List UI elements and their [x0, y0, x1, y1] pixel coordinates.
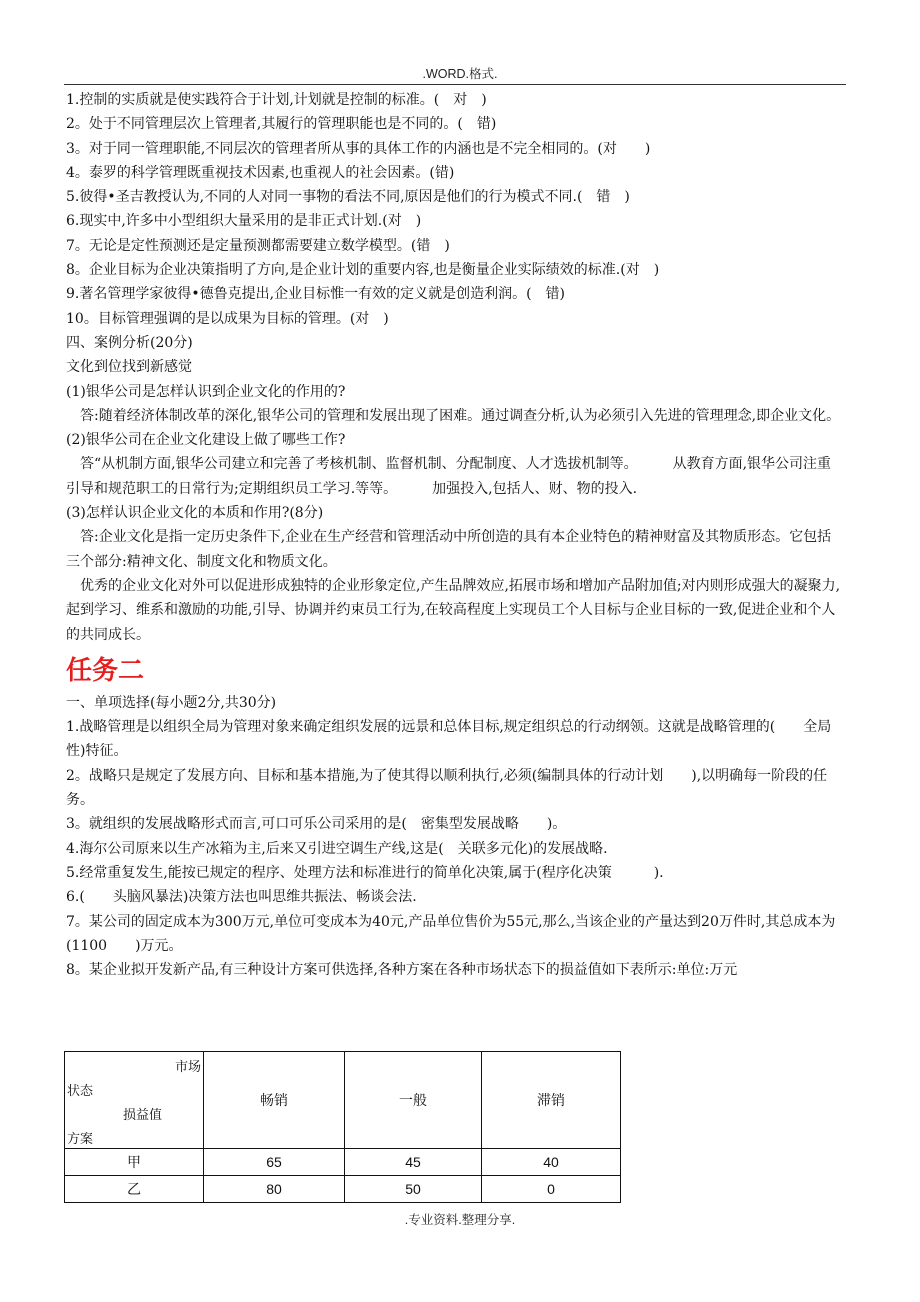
table-cell: 50 — [345, 1176, 482, 1203]
mc-question-8: 8。某企业拟开发新产品,有三种设计方案可供选择,各种方案在各种市场状态下的损益值如下表所示:单位:万元 — [66, 962, 738, 979]
case-question-3: (3)怎样认识企业文化的本质和作用?(8分) — [66, 505, 324, 522]
mc-question-7: 7。某公司的固定成本为300万元,单位可变成本为40元,产品单位售价为55元,那么,当该企业的产量达到20万件时,其总成本为(1100 )万元。 — [66, 913, 836, 954]
payoff-table — [64, 1051, 621, 1203]
section-title: 任务二 — [66, 655, 145, 686]
tf-line-3: 3。对于同一管理职能,不同层次的管理者所从事的具体工作的内涵也是不完全相同的。(对 ) — [66, 140, 651, 157]
table-cell: 0 — [482, 1176, 621, 1203]
mc-question-6: 6.( 头脑风暴法)决策方法也叫思维共振法、畅谈会法. — [66, 889, 417, 906]
case-answer-3a: 答:企业文化是指一定历史条件下,企业在生产经营和管理活动中所创造的具有本企业特色的精神财富及其物质形态。它包括三个部分:精神文化、制度文化和物质文化。 — [66, 529, 832, 570]
header-divider — [64, 84, 846, 85]
column-header: 畅销 — [204, 1052, 345, 1149]
table-cell: 65 — [204, 1149, 345, 1176]
case-answer-3b: 优秀的企业文化对外可以促进形成独特的企业形象定位,产生品牌效应,拓展市场和增加产品附加值;对内则形成强大的凝聚力,起到学习、维系和激励的功能,引导、协调并约束员工行为,在较高程度上实现员工个人目标与企业目标的一致,促进企业和个人的共同成长。 — [66, 577, 841, 643]
table-cell: 40 — [482, 1149, 621, 1176]
corner-label-state: 状态 — [67, 1084, 94, 1099]
case-heading: 四、案例分析(20分) — [66, 334, 193, 351]
tf-line-9: 9.著名管理学家彼得•德鲁克提出,企业目标惟一有效的定义就是创造利润。( 错) — [66, 286, 565, 303]
corner-label-market: 市场 — [174, 1060, 201, 1075]
mc-heading: 一、单项选择(每小题2分,共30分) — [66, 694, 277, 711]
tf-line-4: 4。泰罗的科学管理既重视技术因素,也重视人的社会因素。(错) — [66, 164, 455, 181]
page-header: .WORD.格式. — [422, 67, 498, 81]
row-label: 甲 — [65, 1149, 204, 1176]
mc-question-4: 4.海尔公司原来以生产冰箱为主,后来又引进空调生产线,这是( 关联多元化)的发展战略. — [66, 840, 608, 857]
tf-line-7: 7。无论是定性预测还是定量预测都需要建立数学模型。(错 ) — [66, 237, 450, 254]
table-corner-cell — [65, 1052, 204, 1149]
table-cell: 45 — [345, 1149, 482, 1176]
row-label: 乙 — [65, 1176, 204, 1203]
column-header: 一般 — [345, 1052, 482, 1149]
table-cell: 80 — [204, 1176, 345, 1203]
case-answer-2: 答“从机制方面,银华公司建立和完善了考核机制、监督机制、分配制度、人才选拔机制等。 从教育方面,银华公司注重引导和规范职工的日常行为;定期组织员工学习.等等。 加强投入,包括人、财、物的投入. — [66, 456, 832, 497]
page-footer: .专业资料.整理分享. — [404, 1213, 516, 1227]
table-header-row — [65, 1052, 621, 1149]
tf-line-5: 5.彼得•圣吉教授认为,不同的人对同一事物的看法不同,原因是他们的行为模式不同.( 错 ) — [66, 189, 630, 206]
mc-question-3: 3。就组织的发展战略形式而言,可口可乐公司采用的是( 密集型发展战略 )。 — [66, 816, 567, 833]
case-question-2: (2)银华公司在企业文化建设上做了哪些工作? — [66, 432, 346, 449]
tf-line-8: 8。企业目标为企业决策指明了方向,是企业计划的重要内容,也是衡量企业实际绩效的标准.(对 ) — [66, 262, 660, 279]
mc-question-5: 5.经常重复发生,能按已规定的程序、处理方法和标准进行的简单化决策,属于(程序化决策 ). — [66, 864, 664, 881]
tf-line-10: 10。目标管理强调的是以成果为目标的管理。(对 ) — [66, 310, 389, 327]
document-body — [66, 88, 842, 982]
case-question-1: (1)银华公司是怎样认识到企业文化的作用的? — [66, 383, 346, 400]
case-title: 文化到位找到新感觉 — [66, 359, 192, 376]
tf-line-2: 2。处于不同管理层次上管理者,其履行的管理职能也是不同的。( 错) — [66, 116, 497, 133]
case-answer-1: 答:随着经济体制改革的深化,银华公司的管理和发展出现了困难。通过调查分析,认为必须引入先进的管理理念,即企业文化。 — [80, 407, 841, 424]
table-row — [65, 1149, 621, 1176]
table-row — [65, 1176, 621, 1203]
corner-label-plan: 方案 — [67, 1132, 94, 1147]
corner-label-value: 损益值 — [123, 1108, 163, 1123]
tf-line-1: 1.控制的实质就是使实践符合于计划,计划就是控制的标准。( 对 ) — [66, 92, 487, 108]
tf-line-6: 6.现实中,许多中小型组织大量采用的是非正式计划.(对 ) — [66, 213, 422, 230]
mc-question-2: 2。战略只是规定了发展方向、目标和基本措施,为了使其得以顺利执行,必须(编制具体的行动计划 ),以明确每一阶段的任务。 — [66, 767, 828, 809]
mc-question-1: 1.战略管理是以组织全局为管理对象来确定组织发展的远景和总体目标,规定组织总的行动纲领。这就是战略管理的( 全局性)特征。 — [66, 719, 832, 760]
column-header: 滞销 — [482, 1052, 621, 1149]
